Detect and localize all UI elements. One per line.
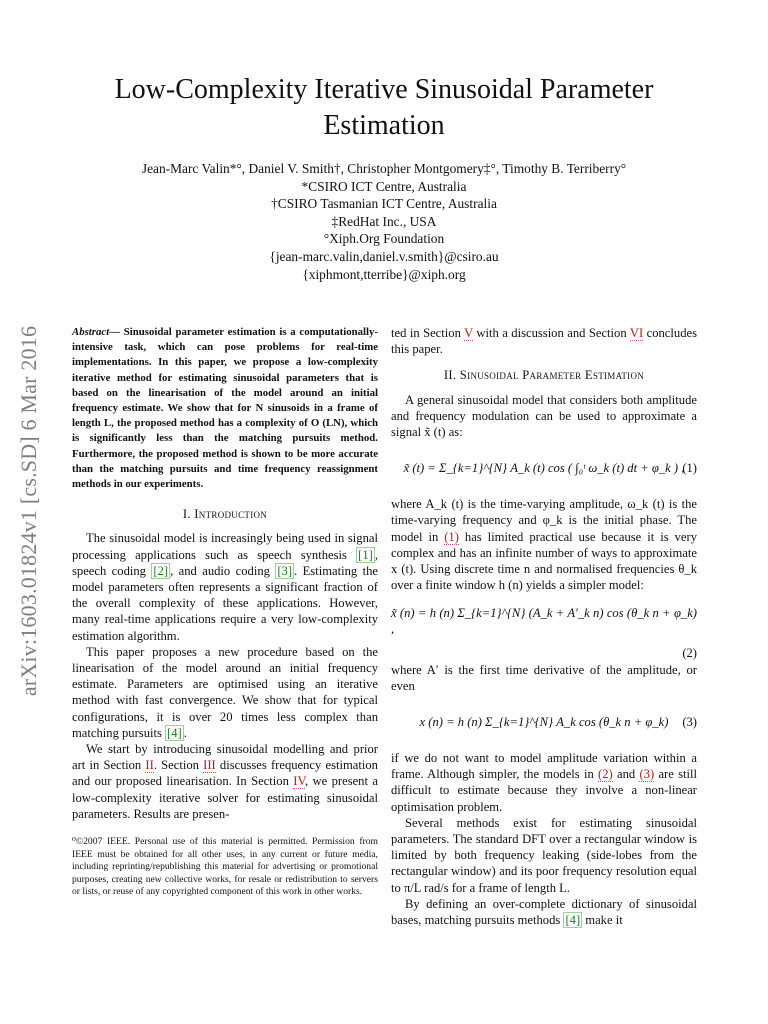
text-run: where A_k (t) is the time-varying amplitude, ω_k (t) is the time-varying frequency and φ_k is the initial phase. The model in: [391, 497, 697, 544]
text-run: .: [183, 725, 187, 740]
text-run: This paper proposes a new procedure based on the linearisation of the model around an initial frequency estimate. Parameters are optimised using an iterative method with fast convergence. We show that for typical configurations, it is over 20 times less complex than matching pursuits: [72, 644, 378, 740]
text-run: . Section: [153, 758, 204, 773]
equation-link-1[interactable]: (1): [444, 529, 459, 544]
title-line-1: Low-Complexity Iterative Sinusoidal Parameter: [114, 74, 654, 105]
section-link-ii[interactable]: II: [145, 758, 154, 773]
text-run: We start by introducing sinusoidal modelling and prior art in Section: [72, 742, 378, 773]
email-1: {jean-marc.valin,daniel.v.smith}@csiro.au: [269, 248, 499, 264]
text-run: if we do not want to model amplitude variation within a frame. Although simpler, the models in: [391, 751, 697, 782]
text-run: . Estimating the model parameters often represents a significant fraction of the overall complexity of these applications. However, many real-time applications require a very low-complexity estimation algorithm.: [72, 563, 378, 643]
text-run: , speech coding: [72, 547, 378, 578]
right-paragraph-5: Several methods exist for estimating sinusoidal parameters. The standard DFT over a rectangular window is limited by both frequency leaking (side-lobes from the rectangular window) and its poor frequency resolution equal to π/L rad/s for a frame of length L.: [391, 815, 697, 895]
affiliation-3: ‡RedHat Inc., USA: [331, 213, 437, 229]
text-run: discusses frequency estimation and our proposed linearisation. In Section: [72, 758, 378, 789]
section-link-vi[interactable]: VI: [629, 326, 644, 340]
citation-link-4b[interactable]: [4]: [565, 913, 581, 928]
intro-paragraph-2: [72, 644, 378, 741]
left-column: [72, 325, 378, 899]
text-run: The sinusoidal model is increasingly being used in signal processing applications such as speech synthesis: [72, 531, 378, 562]
equation-3: [391, 702, 697, 742]
text-run: By defining an over-complete dictionary of sinusoidal bases, matching pursuits methods: [391, 896, 697, 928]
section-heading-introduction: I. Introduction: [182, 507, 268, 522]
affiliation-1: *CSIRO ICT Centre, Australia: [301, 178, 467, 194]
citation-link-3[interactable]: [3]: [277, 563, 293, 578]
arxiv-stamp-text: arXiv:1603.01824v1 [cs.SD] 6 Mar 2016: [16, 325, 42, 697]
email-2: {xiphmont,tterribe}@xiph.org: [302, 266, 466, 282]
right-paragraph-4: [391, 750, 697, 815]
equation-1: [391, 448, 697, 488]
section-heading-sinusoidal: II. Sinusoidal Parameter Estimation: [443, 368, 645, 383]
text-run: , we present a low-complexity iterative solver for estimating sinusoidal parameters. Results are presen-: [72, 774, 378, 821]
abstract-text: Sinusoidal parameter estimation is a computationally-intensive task, which can pose problems for real-time implementations. In this paper, we propose a low-complexity iterative method for estimating sinusoidal parameters that is based on the linearisation of the model around an initial frequency estimate. We show that for N sinusoids in a frame of length L, the proposed method has a complexity of O (LN), which is significantly less than the matching pursuits method. Furthermore, the proposed method is shown to be more accurate than the matching pursuits and time frequency reassignment methods in our experiments.: [72, 326, 378, 491]
right-paragraph-0: [391, 325, 697, 357]
text-run: with a discussion and Section: [472, 326, 630, 340]
right-paragraph-3: where A′ is the first time derivative of the amplitude, or even: [391, 662, 697, 693]
text-run: make it: [582, 913, 623, 928]
section-link-v[interactable]: V: [464, 326, 473, 340]
text-run: and: [612, 767, 640, 782]
text-run: , and audio coding: [170, 563, 276, 578]
intro-paragraph-1: [72, 530, 378, 643]
abstract: [72, 325, 378, 492]
right-paragraph-1: A general sinusoidal model that considers both amplitude and frequency modulation can be used to approximate a signal x̃ (t) as:: [391, 392, 697, 440]
right-paragraph-2: [391, 496, 697, 593]
right-paragraph-6: [391, 896, 697, 928]
abstract-lead: Abstract—: [72, 326, 120, 338]
equation-3-number: (3): [682, 714, 697, 729]
text-run: are still difficult to estimate because they involve a non-linear optimisation problem.: [391, 767, 697, 814]
text-run: has limited practical use because it is very complex and has an infinite number of ways to approximate x (t). Using discrete time n and normalised frequencies θ_k over a finite window h (n) yields a simpler model:: [391, 529, 697, 593]
equation-2-number: (2): [682, 646, 697, 661]
citation-link-2[interactable]: [2]: [153, 563, 169, 578]
equation-1-number: (1): [682, 461, 697, 476]
citation-link-1[interactable]: [1]: [358, 547, 373, 562]
equation-2: [391, 601, 697, 641]
title-line-2: Estimation: [323, 110, 445, 141]
intro-paragraph-3: [72, 741, 378, 822]
affiliation-2: †CSIRO Tasmanian ICT Centre, Australia: [271, 196, 497, 212]
paper-title: [40, 72, 728, 144]
arxiv-stamp: [14, 296, 44, 726]
equation-2-body: x̃ (n) = h (n) Σ_{k=1}^{N} (A_k + A′_k n) cos (θ_k n + φ_k) ,: [391, 606, 697, 637]
author-names: Jean-Marc Valin*°, Daniel V. Smith†, Christopher Montgomery‡°, Timothy B. Terriberry°: [141, 161, 627, 176]
equation-link-3[interactable]: (3): [639, 767, 655, 782]
citation-link-4[interactable]: [4]: [167, 725, 182, 740]
equation-3-body: x (n) = h (n) Σ_{k=1}^{N} A_k cos (θ_k n + φ_k): [419, 714, 669, 729]
text-run: concludes this paper.: [391, 326, 697, 357]
equation-1-body: x̃ (t) = Σ_{k=1}^{N} A_k (t) cos ( ∫₀ᵗ ω_k (t) dt + φ_k ) ,: [403, 461, 685, 476]
text-run: ted in Section: [391, 326, 465, 340]
affiliation-4: °Xiph.Org Foundation: [323, 231, 445, 247]
section-link-iii[interactable]: III: [203, 758, 216, 773]
author-block: [40, 160, 728, 283]
copyright-footnote: ⁰©2007 IEEE. Personal use of this material is permitted. Permission from IEEE must be obtained for all other uses, in any current or future media, including reprinting/republishing this material for advertising or promotional purposes, creating new collective works, for resale or redistribution to servers or lists, or reuse of any copyrighted component of this work in other works.: [72, 836, 378, 898]
right-column: [391, 325, 697, 928]
equation-link-2[interactable]: (2): [598, 767, 613, 782]
section-link-iv[interactable]: IV: [293, 774, 305, 789]
